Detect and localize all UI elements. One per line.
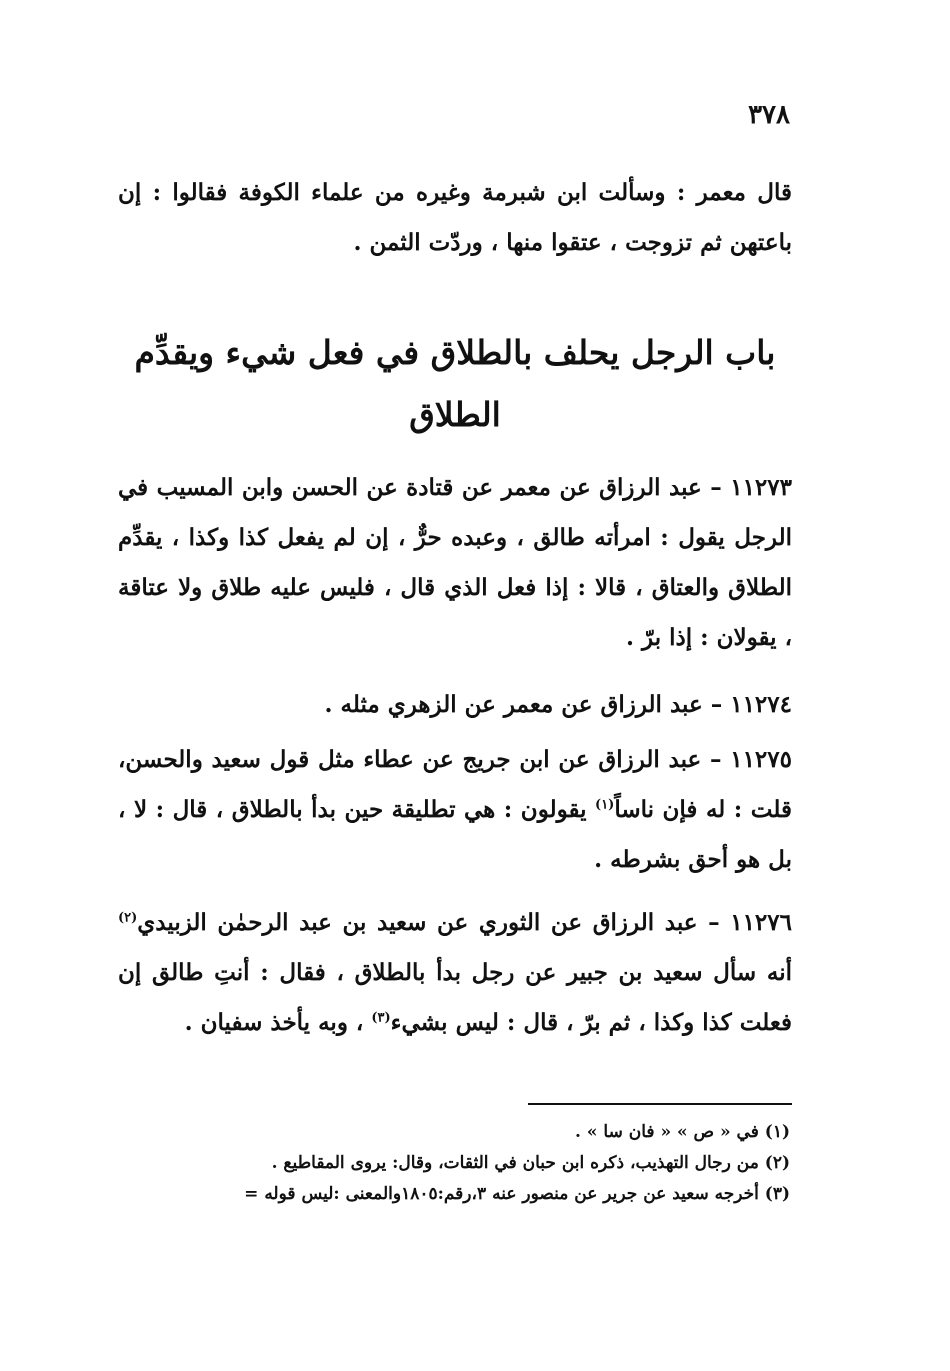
intro-paragraph: قال معمر : وسألت ابن شبرمة وغيره من علماء الكوفة فقالوا : إن باعتهن ثم تزوجت ، عتقوا منها ، وردّت الثمن .: [118, 179, 792, 256]
hadith-11276: [118, 898, 792, 1048]
footnote-3: (٣) أخرجه سعيد عن جرير عن منصور عنه ٣،رقم:١٨٠٥والمعنى :ليس قوله =: [244, 1184, 790, 1204]
hadith-11274: ١١٢٧٤ – عبد الرزاق عن معمر عن الزهري مثله .: [324, 691, 792, 718]
footnote-1: (١) في « ص » « فان سا » .: [575, 1122, 790, 1142]
footnote-marker-2: (٢): [118, 910, 138, 926]
hadith-11276-part1: ١١٢٧٦ – عبد الرزاق عن الثوري عن سعيد بن عبد الرحمٰن الزبيدي: [137, 909, 792, 936]
hadith-11275-part1: ١١٢٧٥ – عبد الرزاق عن ابن جريج عن عطاء مثل قول سعيد والحسن، قلت : له فإن ناساً: [118, 746, 792, 823]
hadith-11276-part3: ، وبه يأخذ سفيان .: [184, 1009, 372, 1036]
hadith-11275: [118, 735, 792, 885]
footnote-2: (٢) من رجال التهذيب، ذكره ابن حبان في الثقات، وقال: يروى المقاطيع .: [271, 1153, 790, 1173]
footnotes: [118, 1117, 790, 1210]
footnote-marker-1: (١): [595, 797, 615, 813]
hadith-11276-part2: أنه سأل سعيد بن جبير عن رجل بدأ بالطلاق ، فقال : أنتِ طالق إن فعلت كذا وكذا ، ثم برّ ، قال : ليس بشيء: [118, 959, 792, 1036]
chapter-title: باب الرجل يحلف بالطلاق في فعل شيء ويقدِّم الطلاق: [134, 333, 776, 434]
hadith-11275-part2: يقولون : هي تطليقة حين بدأ بالطلاق ، قال : لا ، بل هو أحق بشرطه .: [118, 796, 792, 873]
page-number: ٣٧٨: [748, 100, 790, 130]
footnote-marker-3: (٣): [371, 1010, 391, 1026]
hadith-11273: ١١٢٧٣ – عبد الرزاق عن معمر عن قتادة عن الحسن وابن المسيب في الرجل يقول : امرأته طالق ، وعبده حرٌّ ، إن لم يفعل كذا وكذا ، يقدِّم الطلاق والعتاق ، قالا : إذا فعل الذي قال ، فليس عليه طلاق ولا عتاقة ، يقولان : إذا برّ .: [118, 474, 792, 651]
footnote-divider: [528, 1103, 792, 1105]
